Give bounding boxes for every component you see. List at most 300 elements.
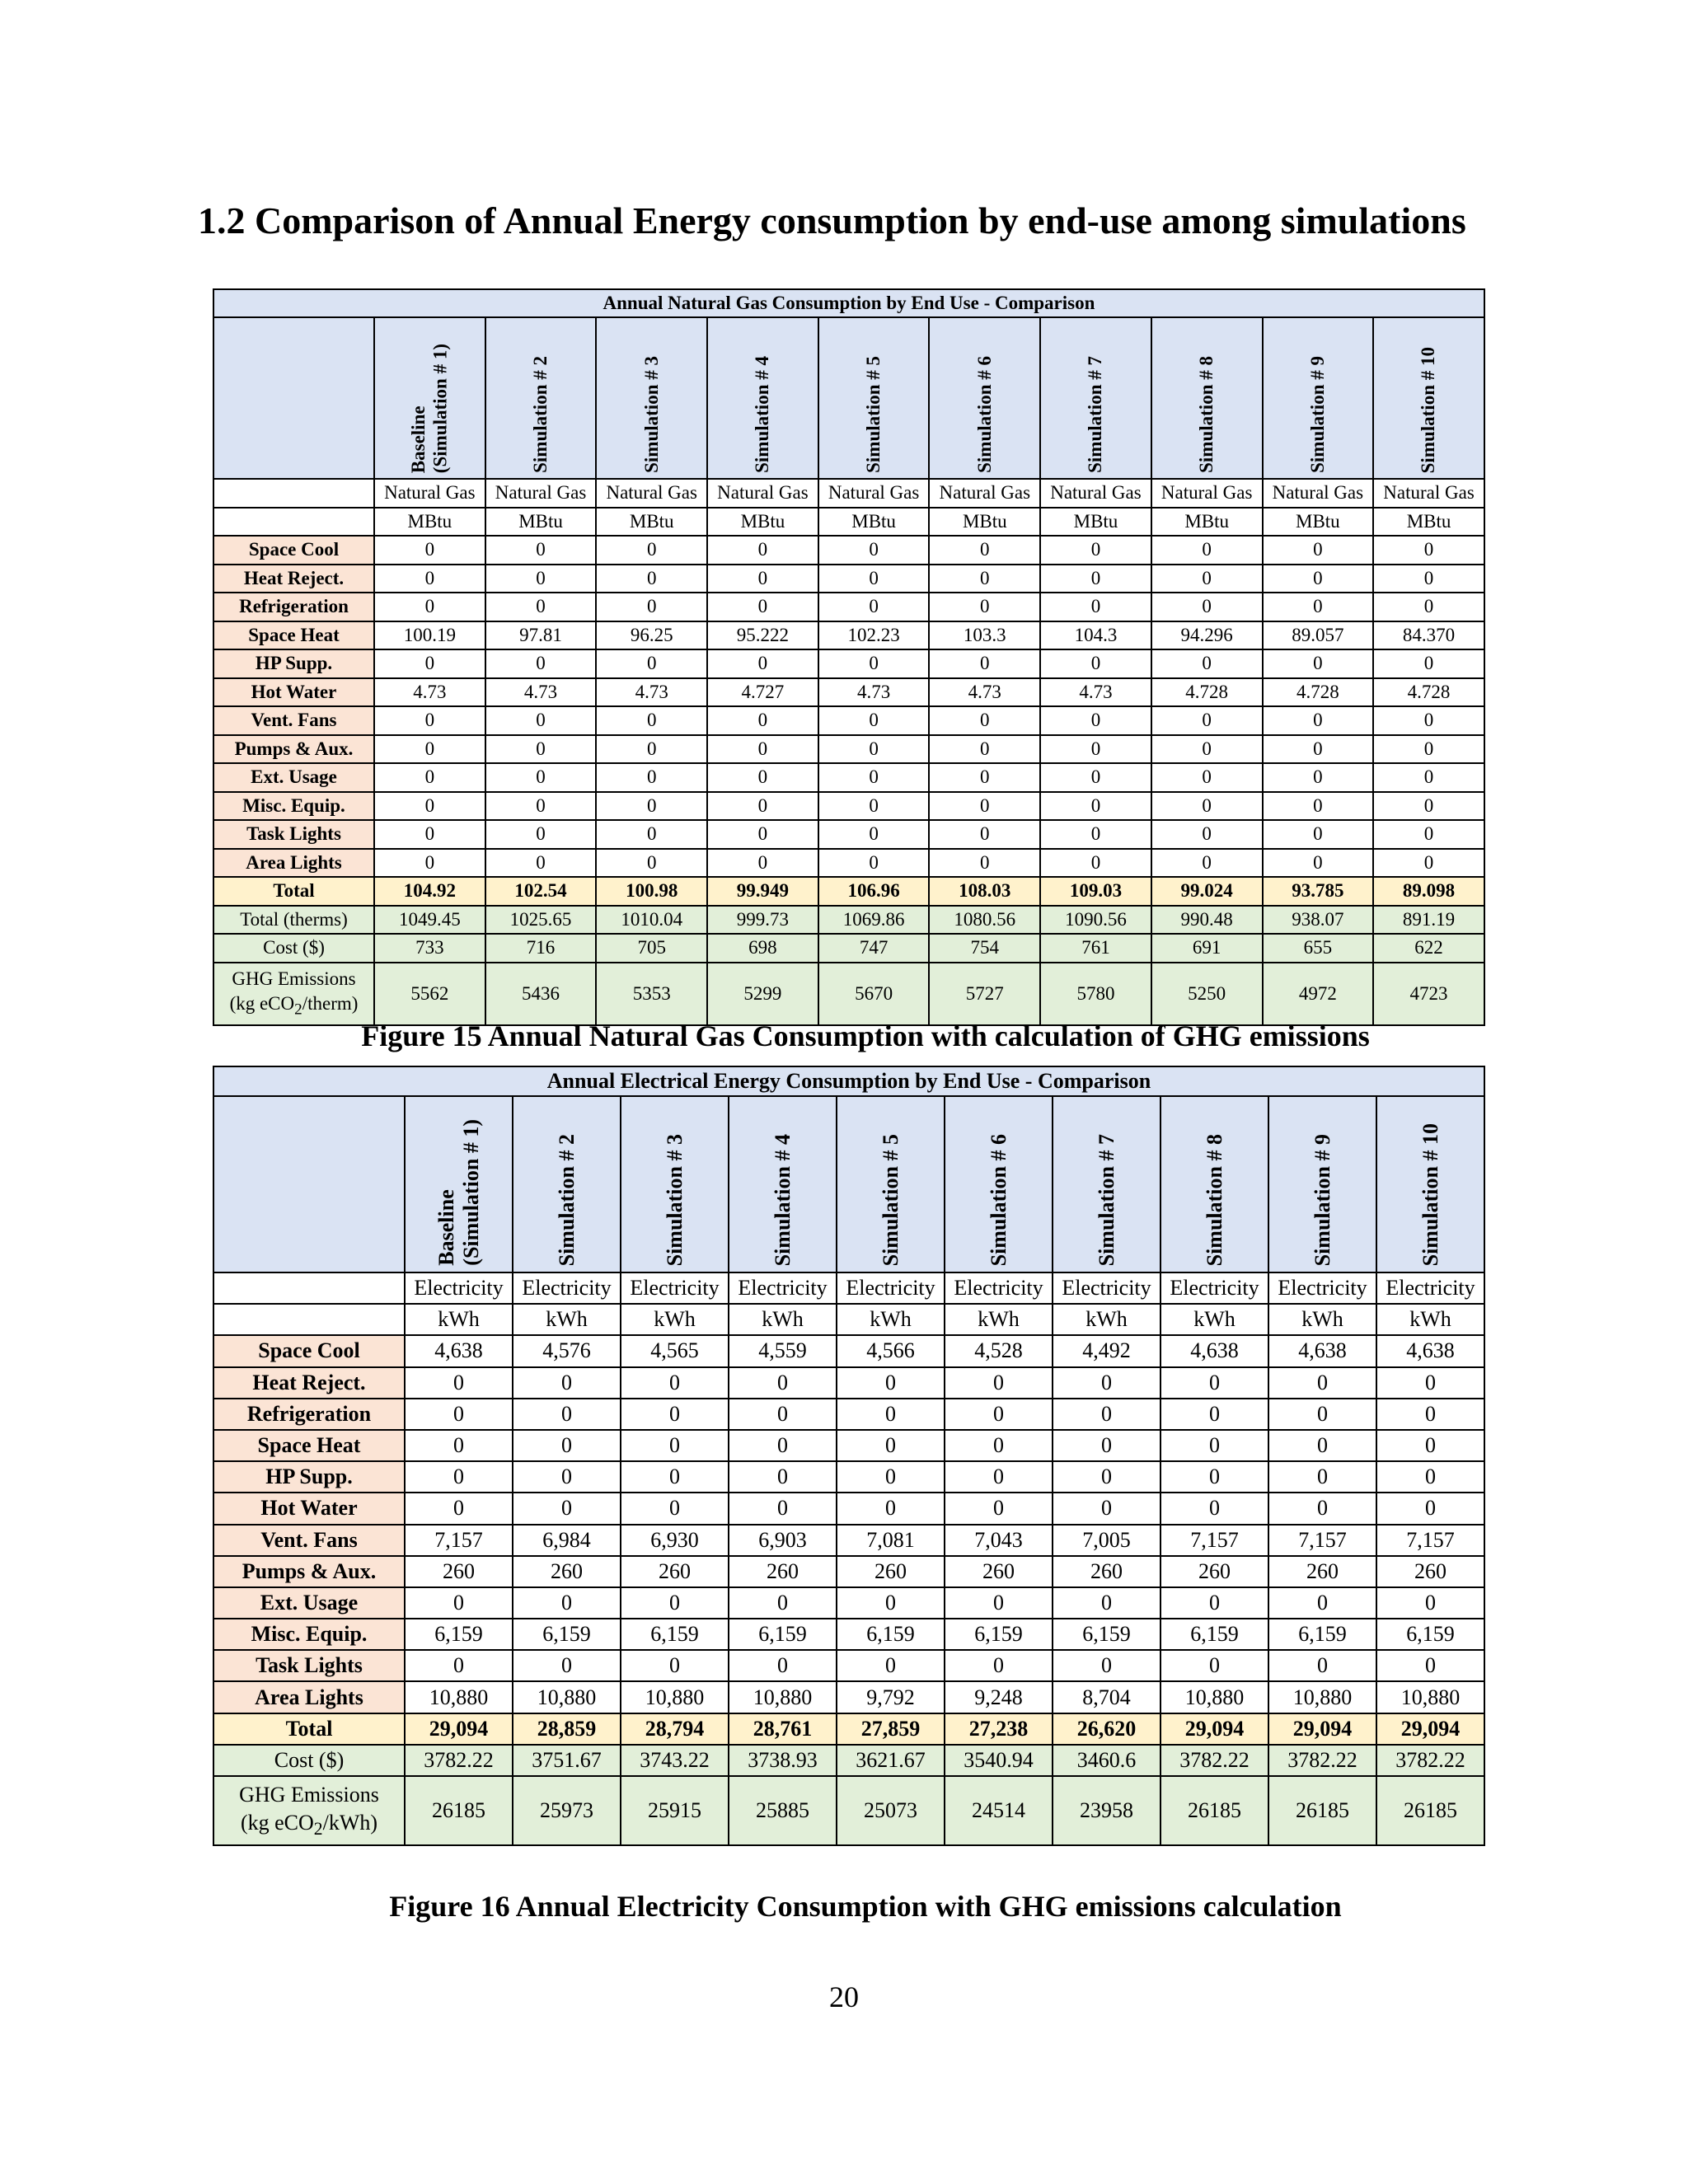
value-cell: 0 [513,1461,621,1493]
unit-cell: MBtu [818,508,930,537]
cost-cell: 691 [1151,934,1263,963]
figure-16-caption: Figure 16 Annual Electricity Consumption with GHG emissions calculation [389,1890,1342,1923]
column-header-label: Simulation # 2 [554,1133,579,1266]
total-label: Total [213,1713,405,1745]
fuel-row [213,1272,1484,1304]
value-cell: 0 [621,1650,729,1681]
value-cell: 0 [837,1650,945,1681]
value-cell: 0 [1040,735,1151,764]
fuel-cell: Natural Gas [929,479,1040,508]
column-header [621,1096,729,1272]
table-row [213,649,1484,678]
value-cell: 0 [929,706,1040,735]
value-cell: 0 [1373,649,1484,678]
column-header-row [213,317,1484,479]
value-cell: 0 [729,1399,837,1430]
unit-cell: MBtu [374,508,485,537]
unit-cell: MBtu [1263,508,1374,537]
value-cell: 6,159 [621,1619,729,1650]
column-header [1268,1096,1376,1272]
value-cell: 0 [1263,849,1374,878]
value-cell: 6,159 [729,1619,837,1650]
value-cell: 0 [596,820,707,849]
value-cell: 6,159 [1053,1619,1160,1650]
fuel-cell: Natural Gas [1373,479,1484,508]
column-header [1160,1096,1268,1272]
value-cell: 10,880 [621,1681,729,1713]
value-cell: 96.25 [596,621,707,650]
value-cell: 6,903 [729,1525,837,1556]
column-header [1373,317,1484,479]
value-cell: 0 [729,1367,837,1399]
unit-cell: kWh [729,1304,837,1335]
column-header [837,1096,945,1272]
value-cell: 0 [1263,792,1374,821]
value-cell: 4.728 [1151,678,1263,707]
value-cell: 0 [707,763,818,792]
value-cell: 0 [837,1367,945,1399]
row-label: Pumps & Aux. [213,1556,405,1587]
value-cell: 0 [729,1430,837,1461]
column-header [485,317,597,479]
value-cell: 0 [729,1587,837,1619]
table-row [213,1399,1484,1430]
total-therms-cell: 1010.04 [596,906,707,935]
table-row [213,1335,1484,1366]
ghg-label-unit-pre: (kg eCO [240,1810,314,1835]
row-label: Heat Reject. [213,1367,405,1399]
table-row [213,678,1484,707]
value-cell: 4,576 [513,1335,621,1366]
value-cell: 0 [1151,593,1263,621]
value-cell: 6,930 [621,1525,729,1556]
value-cell: 0 [485,593,597,621]
table-title: Annual Electrical Energy Consumption by End Use - Comparison [213,1066,1484,1096]
fuel-cell: Electricity [1376,1272,1484,1304]
column-header-label: Baseline (Simulation # 1) [407,343,451,473]
value-cell: 0 [1040,849,1151,878]
value-cell: 7,157 [405,1525,513,1556]
total-therms-cell: 999.73 [707,906,818,935]
cost-row [213,934,1484,963]
column-header-label: Simulation # 4 [770,1133,795,1266]
row-label: Space Cool [213,536,374,565]
value-cell: 0 [1040,565,1151,593]
value-cell: 0 [1263,536,1374,565]
value-cell: 0 [1040,593,1151,621]
unit-cell: MBtu [1151,508,1263,537]
value-cell: 7,005 [1053,1525,1160,1556]
value-cell: 4.73 [485,678,597,707]
column-header-label: Simulation # 8 [1195,356,1217,473]
ghg-label-unit-post: /therm) [302,992,359,1014]
row-label: Task Lights [213,820,374,849]
value-cell: 0 [374,565,485,593]
value-cell: 0 [513,1399,621,1430]
ghg-emissions-cell: 25073 [837,1776,945,1845]
value-cell: 0 [1160,1461,1268,1493]
column-header-label: Simulation # 8 [1202,1133,1226,1266]
value-cell: 95.222 [707,621,818,650]
cost-label: Cost ($) [213,934,374,963]
value-cell: 0 [707,565,818,593]
value-cell: 0 [374,593,485,621]
value-cell: 10,880 [513,1681,621,1713]
table-row [213,1367,1484,1399]
value-cell: 7,081 [837,1525,945,1556]
value-cell: 9,792 [837,1681,945,1713]
value-cell: 0 [1151,849,1263,878]
value-cell: 0 [929,792,1040,821]
value-cell: 0 [1376,1587,1484,1619]
value-cell: 4,638 [1268,1335,1376,1366]
value-cell: 0 [945,1399,1053,1430]
total-row [213,1713,1484,1745]
value-cell: 0 [837,1430,945,1461]
column-header-label: Simulation # 3 [640,356,662,473]
row-label: Pumps & Aux. [213,735,374,764]
column-header-label: Simulation # 5 [878,1133,903,1266]
value-cell: 10,880 [1160,1681,1268,1713]
value-cell: 0 [818,735,930,764]
value-cell: 0 [729,1461,837,1493]
column-header [374,317,485,479]
table-row [213,1681,1484,1713]
ghg-emissions-label [213,963,374,1025]
value-cell: 0 [945,1461,1053,1493]
fuel-cell: Electricity [837,1272,945,1304]
column-header [1151,317,1263,479]
fuel-cell: Natural Gas [374,479,485,508]
value-cell: 260 [1268,1556,1376,1587]
value-cell: 0 [374,735,485,764]
ghg-label-line1: GHG Emissions [239,1782,379,1807]
value-cell: 6,159 [1376,1619,1484,1650]
ghg-emissions-row [213,1776,1484,1845]
unit-row-label [213,508,374,537]
value-cell: 0 [1268,1493,1376,1524]
value-cell: 0 [596,706,707,735]
value-cell: 0 [1373,849,1484,878]
row-label: Ext. Usage [213,763,374,792]
value-cell: 6,159 [513,1619,621,1650]
value-cell: 260 [1160,1556,1268,1587]
value-cell: 0 [945,1587,1053,1619]
value-cell: 0 [405,1430,513,1461]
value-cell: 0 [596,763,707,792]
ghg-emissions-cell: 26185 [1160,1776,1268,1845]
row-label: Vent. Fans [213,1525,405,1556]
value-cell: 0 [621,1399,729,1430]
total-therms-cell: 891.19 [1373,906,1484,935]
value-cell: 0 [621,1461,729,1493]
table-row [213,1619,1484,1650]
header-corner [213,1096,405,1272]
value-cell: 0 [513,1650,621,1681]
table-row [213,1525,1484,1556]
table-title-row [213,289,1484,317]
table-row [213,735,1484,764]
value-cell: 0 [818,565,930,593]
value-cell: 7,157 [1376,1525,1484,1556]
row-label: Space Heat [213,621,374,650]
total-therms-cell: 1025.65 [485,906,597,935]
ghg-label-line1: GHG Emissions [232,968,356,989]
value-cell: 89.057 [1263,621,1374,650]
total-cell: 28,859 [513,1713,621,1745]
unit-cell: kWh [945,1304,1053,1335]
value-cell: 0 [1151,536,1263,565]
cost-cell: 3540.94 [945,1745,1053,1776]
value-cell: 0 [929,820,1040,849]
value-cell: 0 [1151,706,1263,735]
table-row [213,792,1484,821]
value-cell: 0 [485,792,597,821]
fuel-cell: Natural Gas [707,479,818,508]
column-header-label: Simulation # 6 [986,1133,1010,1266]
value-cell: 0 [1151,792,1263,821]
value-cell: 0 [1040,763,1151,792]
value-cell: 0 [374,536,485,565]
ghg-emissions-cell: 5727 [929,963,1040,1025]
fuel-row-label [213,1272,405,1304]
value-cell: 0 [1053,1493,1160,1524]
fuel-cell: Electricity [1268,1272,1376,1304]
value-cell: 0 [1040,706,1151,735]
row-label: Task Lights [213,1650,405,1681]
value-cell: 4,528 [945,1335,1053,1366]
value-cell: 0 [405,1493,513,1524]
fuel-cell: Electricity [1160,1272,1268,1304]
column-header-label: Simulation # 10 [1418,346,1439,473]
cost-cell: 705 [596,934,707,963]
value-cell: 97.81 [485,621,597,650]
value-cell: 0 [596,792,707,821]
value-cell: 6,159 [837,1619,945,1650]
ghg-emissions-cell: 26185 [1376,1776,1484,1845]
value-cell: 0 [837,1461,945,1493]
row-label: Vent. Fans [213,706,374,735]
total-therms-cell: 1049.45 [374,906,485,935]
ghg-emissions-cell: 5436 [485,963,597,1025]
value-cell: 0 [1376,1493,1484,1524]
ghg-emissions-cell: 4972 [1263,963,1374,1025]
value-cell: 0 [929,649,1040,678]
value-cell: 4,492 [1053,1335,1160,1366]
column-header-label: Simulation # 7 [1085,356,1106,473]
value-cell: 0 [1376,1367,1484,1399]
fuel-cell: Electricity [621,1272,729,1304]
value-cell: 4,638 [405,1335,513,1366]
row-label: Misc. Equip. [213,792,374,821]
table-title: Annual Natural Gas Consumption by End Use - Comparison [213,289,1484,317]
value-cell: 0 [1373,593,1484,621]
ghg-label-unit-sub: 2 [294,1001,302,1019]
column-header [945,1096,1053,1272]
ghg-emissions-cell: 24514 [945,1776,1053,1845]
unit-cell: kWh [837,1304,945,1335]
value-cell: 0 [818,849,930,878]
value-cell: 0 [1040,820,1151,849]
value-cell: 0 [405,1587,513,1619]
value-cell: 0 [1268,1650,1376,1681]
page-number: 20 [829,1980,859,2013]
column-header [1040,317,1151,479]
value-cell: 0 [818,706,930,735]
value-cell: 0 [1268,1430,1376,1461]
value-cell: 0 [1263,565,1374,593]
unit-cell: kWh [1160,1304,1268,1335]
table-row [213,1587,1484,1619]
unit-cell: kWh [513,1304,621,1335]
unit-cell: kWh [1376,1304,1484,1335]
unit-row [213,508,1484,537]
unit-cell: MBtu [1040,508,1151,537]
cost-cell: 655 [1263,934,1374,963]
value-cell: 0 [945,1650,1053,1681]
value-cell: 0 [929,565,1040,593]
value-cell: 0 [707,792,818,821]
value-cell: 4,638 [1376,1335,1484,1366]
ghg-emissions-cell: 5250 [1151,963,1263,1025]
column-header [1053,1096,1160,1272]
row-label: Hot Water [213,678,374,707]
value-cell: 0 [1268,1367,1376,1399]
table-row [213,536,1484,565]
column-header [729,1096,837,1272]
value-cell: 0 [621,1493,729,1524]
ghg-emissions-cell: 5562 [374,963,485,1025]
value-cell: 4,565 [621,1335,729,1366]
value-cell: 0 [513,1367,621,1399]
fuel-cell: Electricity [729,1272,837,1304]
electricity-table [213,1066,1485,1846]
total-cell: 99.949 [707,877,818,906]
fuel-cell: Electricity [1053,1272,1160,1304]
column-header [1376,1096,1484,1272]
column-header-label: Simulation # 9 [1306,356,1328,473]
value-cell: 0 [405,1399,513,1430]
value-cell: 0 [929,536,1040,565]
total-cell: 89.098 [1373,877,1484,906]
unit-cell: kWh [1053,1304,1160,1335]
row-label: Ext. Usage [213,1587,405,1619]
value-cell: 0 [596,565,707,593]
value-cell: 8,704 [1053,1681,1160,1713]
unit-cell: kWh [405,1304,513,1335]
total-cell: 29,094 [1268,1713,1376,1745]
value-cell: 0 [374,820,485,849]
value-cell: 0 [1268,1587,1376,1619]
value-cell: 0 [837,1399,945,1430]
total-row [213,877,1484,906]
value-cell: 0 [1263,706,1374,735]
unit-row [213,1304,1484,1335]
cost-cell: 3743.22 [621,1745,729,1776]
total-therms-cell: 1069.86 [818,906,930,935]
header-corner [213,317,374,479]
value-cell: 0 [1373,792,1484,821]
value-cell: 0 [1040,649,1151,678]
value-cell: 0 [485,565,597,593]
column-header-row [213,1096,1484,1272]
total-label: Total [213,877,374,906]
value-cell: 0 [1053,1650,1160,1681]
total-cell: 93.785 [1263,877,1374,906]
table-row [213,565,1484,593]
value-cell: 4,559 [729,1335,837,1366]
value-cell: 0 [485,763,597,792]
row-label: Area Lights [213,849,374,878]
ghg-emissions-cell: 25915 [621,1776,729,1845]
row-label: Refrigeration [213,593,374,621]
table-row [213,1461,1484,1493]
value-cell: 0 [729,1493,837,1524]
value-cell: 0 [1263,735,1374,764]
unit-cell: MBtu [1373,508,1484,537]
value-cell: 84.370 [1373,621,1484,650]
row-label: Misc. Equip. [213,1619,405,1650]
value-cell: 0 [837,1493,945,1524]
fuel-cell: Electricity [513,1272,621,1304]
value-cell: 0 [596,536,707,565]
value-cell: 260 [945,1556,1053,1587]
column-header-label: Simulation # 4 [752,356,773,473]
unit-cell: MBtu [596,508,707,537]
value-cell: 6,159 [945,1619,1053,1650]
cost-cell: 698 [707,934,818,963]
value-cell: 0 [1053,1461,1160,1493]
ghg-emissions-cell: 25885 [729,1776,837,1845]
ghg-emissions-cell: 25973 [513,1776,621,1845]
value-cell: 7,157 [1268,1525,1376,1556]
value-cell: 0 [1151,763,1263,792]
value-cell: 260 [621,1556,729,1587]
fuel-cell: Natural Gas [596,479,707,508]
column-header-label: Simulation # 5 [862,356,884,473]
value-cell: 0 [1376,1650,1484,1681]
value-cell: 0 [945,1367,1053,1399]
table-row [213,1556,1484,1587]
cost-cell: 747 [818,934,930,963]
total-cell: 29,094 [405,1713,513,1745]
value-cell: 260 [729,1556,837,1587]
value-cell: 0 [1040,536,1151,565]
value-cell: 0 [818,763,930,792]
cost-cell: 3782.22 [405,1745,513,1776]
total-cell: 26,620 [1053,1713,1160,1745]
value-cell: 0 [1160,1493,1268,1524]
table-row [213,1493,1484,1524]
value-cell: 0 [485,649,597,678]
value-cell: 0 [405,1461,513,1493]
value-cell: 0 [1053,1367,1160,1399]
fuel-cell: Natural Gas [485,479,597,508]
fuel-cell: Electricity [945,1272,1053,1304]
value-cell: 0 [596,849,707,878]
value-cell: 0 [1151,649,1263,678]
value-cell: 0 [596,735,707,764]
value-cell: 4.73 [374,678,485,707]
value-cell: 0 [1040,792,1151,821]
cost-cell: 3782.22 [1160,1745,1268,1776]
value-cell: 0 [1373,565,1484,593]
value-cell: 0 [945,1430,1053,1461]
value-cell: 0 [405,1650,513,1681]
value-cell: 0 [818,536,930,565]
total-cell: 106.96 [818,877,930,906]
value-cell: 4.728 [1263,678,1374,707]
